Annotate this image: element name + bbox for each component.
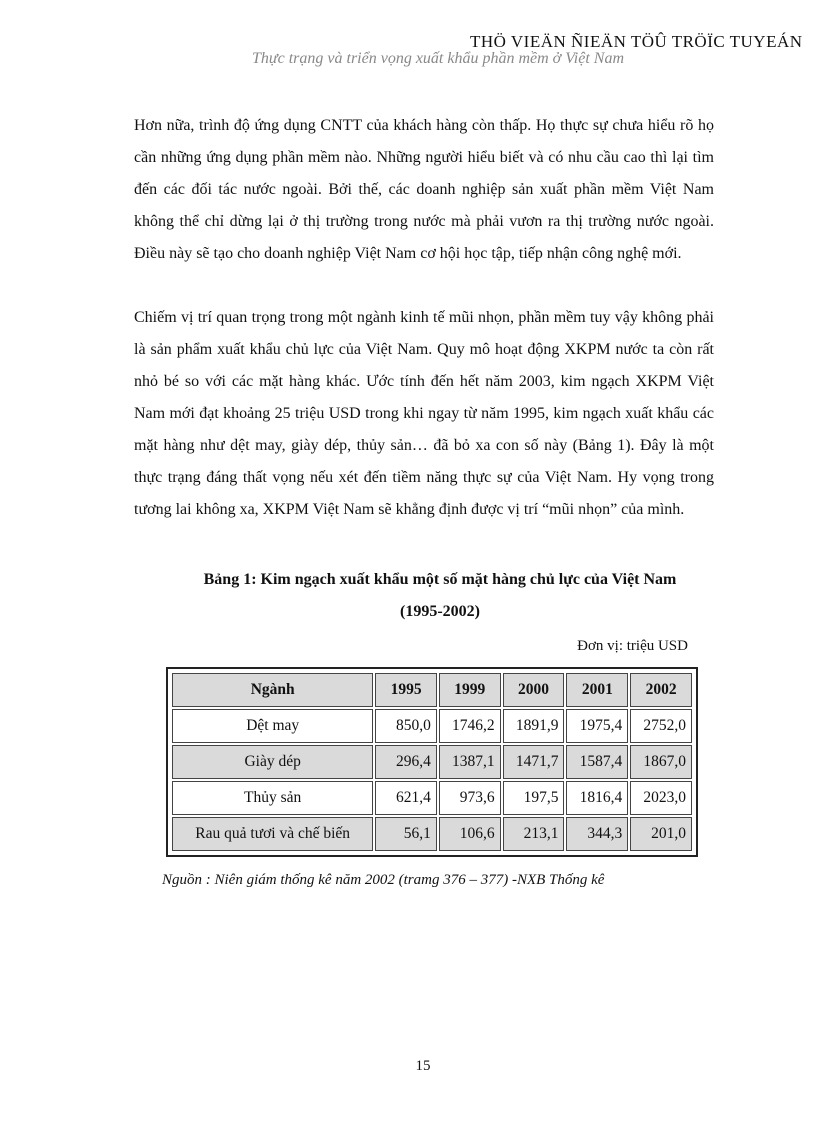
header-1995: 1995	[375, 673, 437, 707]
cell-value: 621,4	[375, 781, 437, 815]
paragraph-2: Chiếm vị trí quan trọng trong một ngành kinh tế mũi nhọn, phần mềm tuy vậy không phải là sản phẩm xuất khẩu chủ lực của Việt Nam. Quy mô hoạt động XKPM nước ta còn rất nhỏ bé so với các mặt hàng khác. Ước tính đến hết năm 2003, kim ngạch XKPM Việt Nam mới đạt khoảng 25 triệu USD trong khi ngay từ năm 1995, kim ngạch xuất khẩu các mặt hàng như dệt may, giày dép, thủy sản… đã bỏ xa con số này (Bảng 1). Đây là một thực trạng đáng thất vọng nếu xét đến tiềm năng thực sự của Việt Nam. Hy vọng trong tương lai không xa, XKPM Việt Nam sẽ khẳng định được vị trí “mũi nhọn” của mình.	[134, 309, 714, 518]
cell-value: 2752,0	[630, 709, 692, 743]
cell-value: 344,3	[566, 817, 628, 851]
header-sector: Ngành	[172, 673, 373, 707]
cell-sector: Giày dép	[172, 745, 373, 779]
cell-value: 1587,4	[566, 745, 628, 779]
cell-sector: Thủy sản	[172, 781, 373, 815]
cell-value: 1471,7	[503, 745, 565, 779]
cell-value: 1867,0	[630, 745, 692, 779]
cell-value: 2023,0	[630, 781, 692, 815]
page-number: 15	[415, 1058, 431, 1074]
cell-value: 1816,4	[566, 781, 628, 815]
table-row	[172, 745, 692, 779]
cell-value: 213,1	[503, 817, 565, 851]
cell-value: 296,4	[375, 745, 437, 779]
table-caption-title: Bảng 1: Kim ngạch xuất khẩu một số mặt hàng chủ lực của Việt Nam	[203, 571, 677, 588]
cell-value: 850,0	[375, 709, 437, 743]
cell-value: 197,5	[503, 781, 565, 815]
header-2002: 2002	[630, 673, 692, 707]
table-header-row	[172, 673, 692, 707]
cell-value: 56,1	[375, 817, 437, 851]
table-row	[172, 817, 692, 851]
cell-value: 1387,1	[439, 745, 501, 779]
table-row	[172, 781, 692, 815]
header-2001: 2001	[566, 673, 628, 707]
cell-value: 201,0	[630, 817, 692, 851]
running-title: Thực trạng và triển vọng xuất khẩu phần mềm ở Việt Nam	[252, 50, 625, 67]
cell-value: 1746,2	[439, 709, 501, 743]
table-source-note: Nguồn : Niên giám thống kê năm 2002 (tramg 376 – 377) -NXB Thống kê	[162, 872, 605, 888]
cell-value: 1975,4	[566, 709, 628, 743]
table-caption-years: (1995-2002)	[400, 603, 480, 620]
cell-value: 973,6	[439, 781, 501, 815]
cell-sector: Dệt may	[172, 709, 373, 743]
table-caption	[150, 564, 730, 628]
table-unit: Đơn vị: triệu USD	[577, 638, 688, 654]
cell-value: 106,6	[439, 817, 501, 851]
cell-sector: Rau quả tươi và chế biến	[172, 817, 373, 851]
library-title: THÖ VIEÄN ÑIEÄN TÖÛ TRÖÏC TUYEÁN	[470, 32, 803, 51]
export-table-grid	[170, 671, 694, 853]
export-table	[166, 667, 698, 857]
paragraph-1: Hơn nữa, trình độ ứng dụng CNTT của khách hàng còn thấp. Họ thực sự chưa hiểu rõ họ cần những ứng dụng phần mềm nào. Những người hiểu biết và có nhu cầu cao thì lại tìm đến các đối tác nước ngoài. Bởi thế, các doanh nghiệp sản xuất phần mềm Việt Nam không thể chỉ dừng lại ở thị trường trong nước mà phải vươn ra thị trường nước ngoài. Điều này sẽ tạo cho doanh nghiệp Việt Nam cơ hội học tập, tiếp nhận công nghệ mới.	[134, 117, 714, 262]
cell-value: 1891,9	[503, 709, 565, 743]
header-1999: 1999	[439, 673, 501, 707]
header-2000: 2000	[503, 673, 565, 707]
table-row	[172, 709, 692, 743]
